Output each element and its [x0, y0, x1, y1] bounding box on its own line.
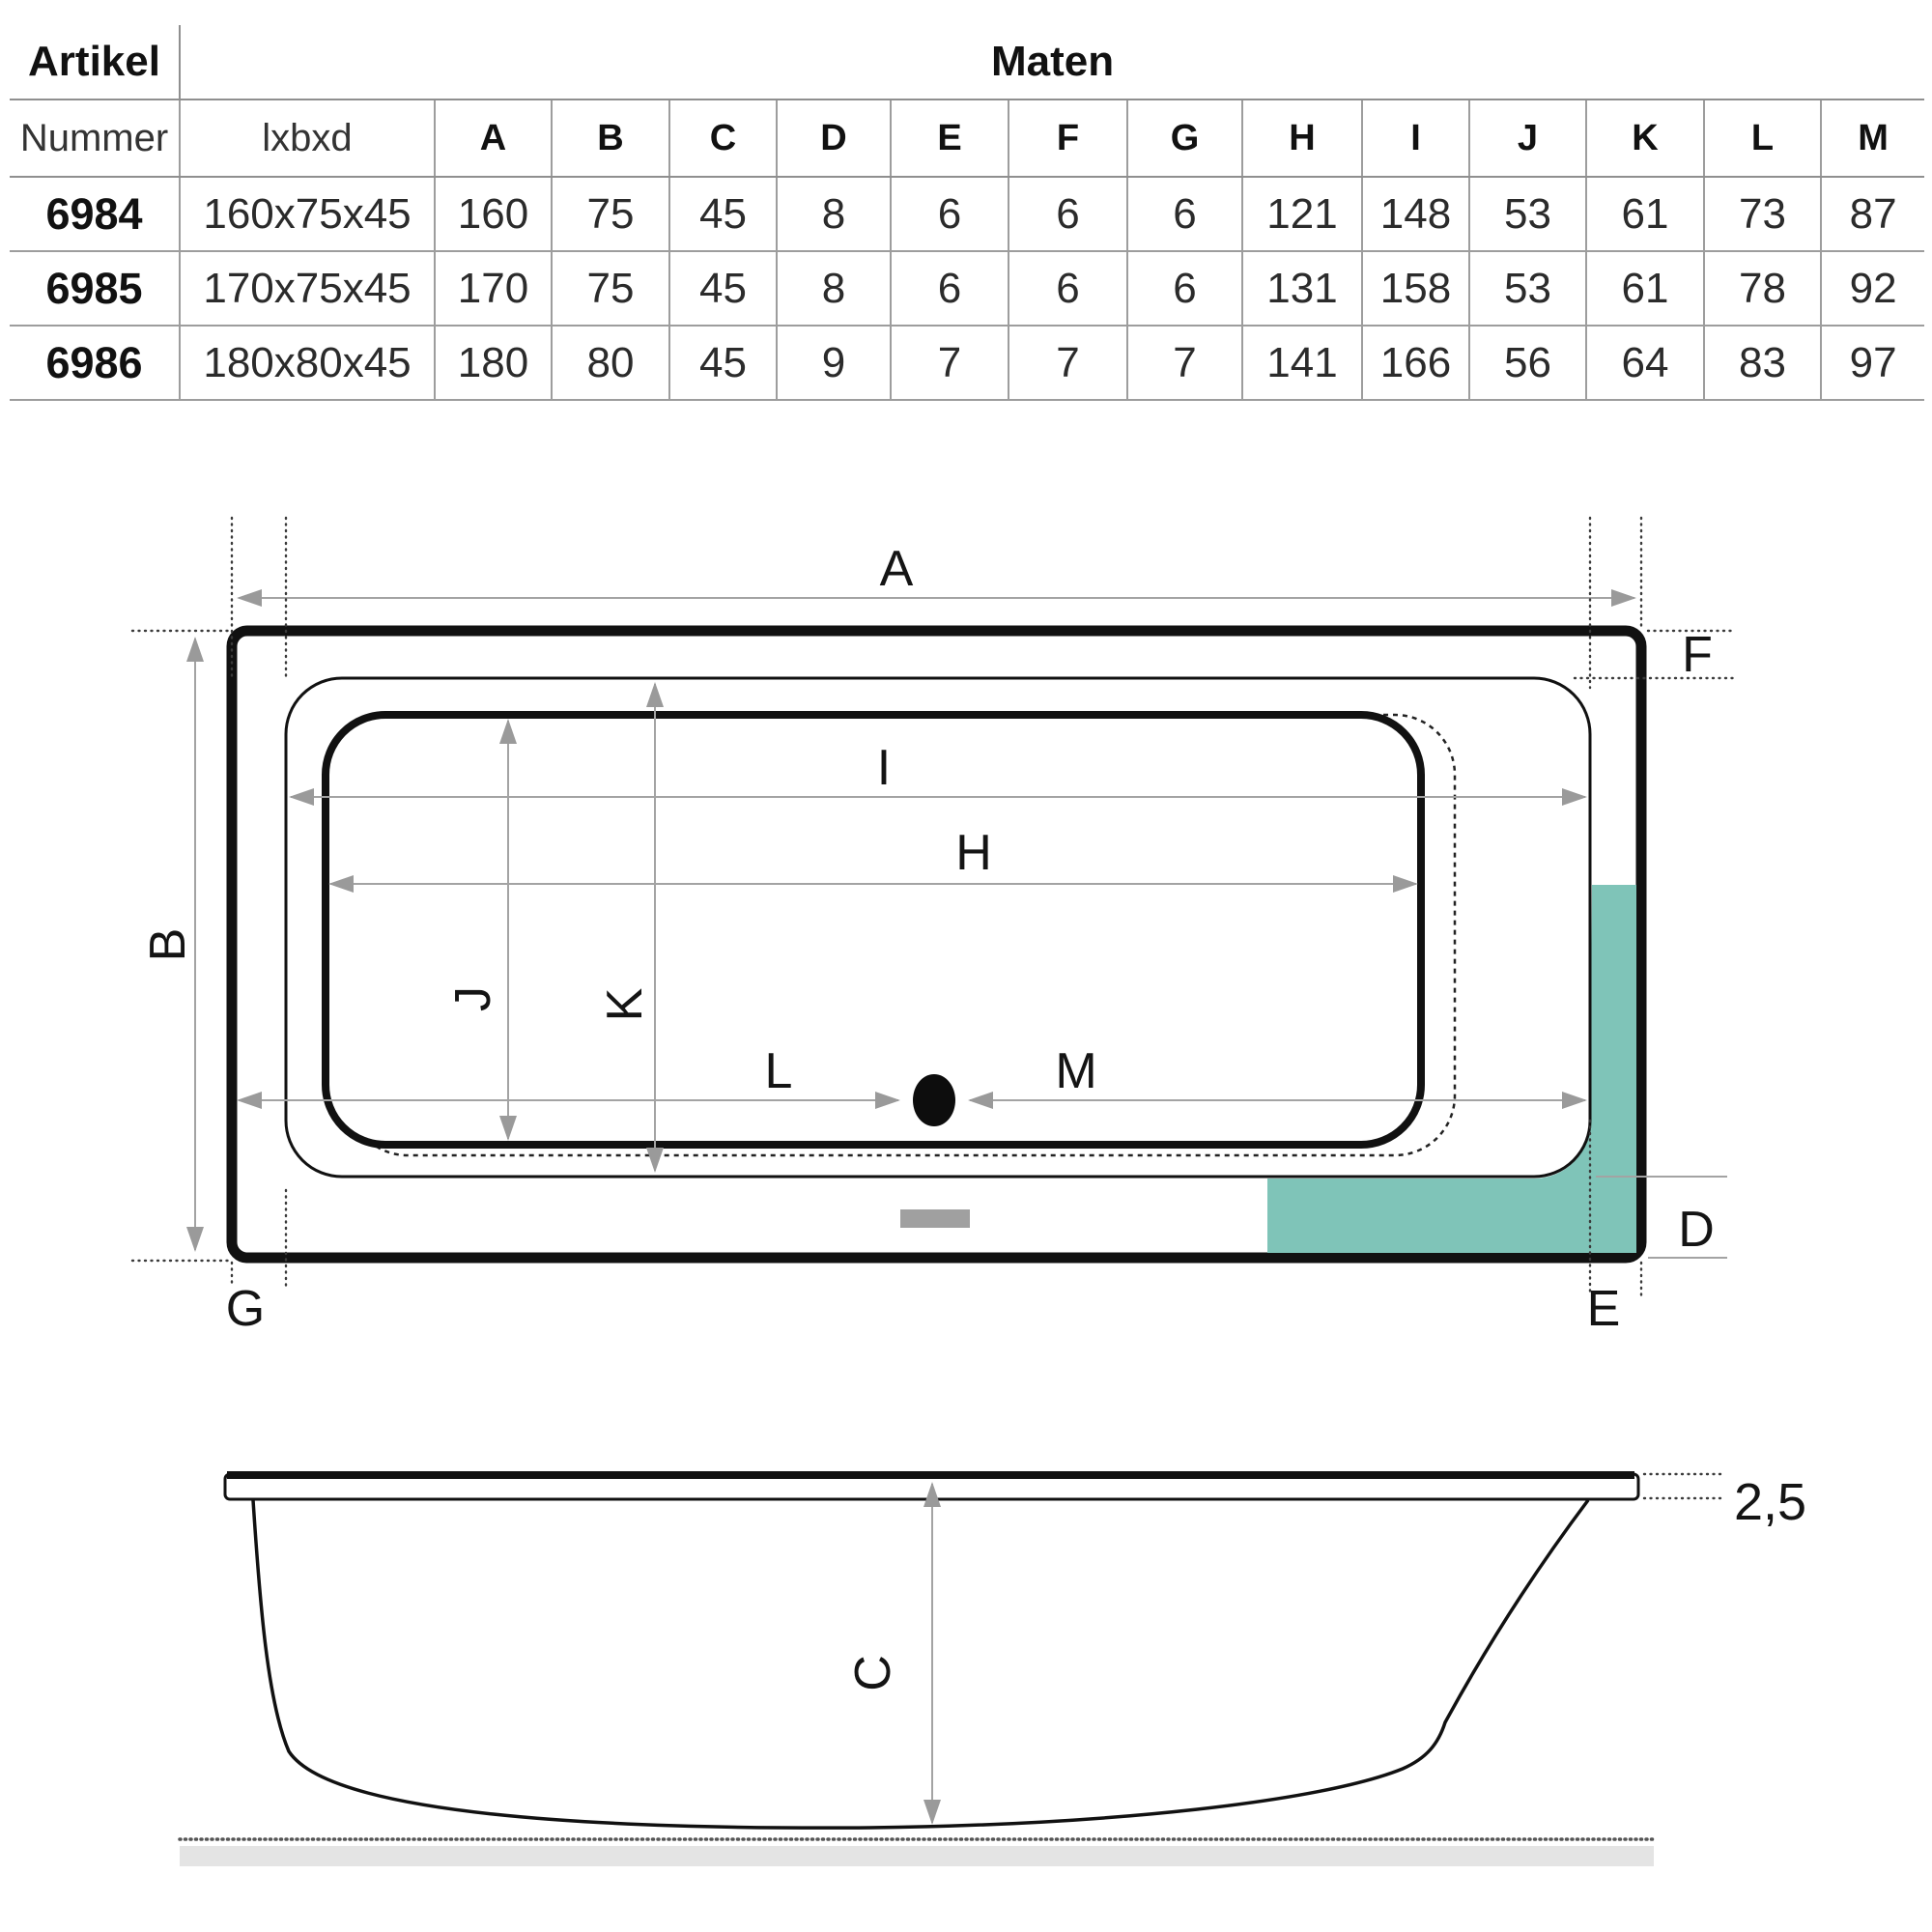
dimensions-table	[10, 25, 1924, 401]
label-A: A	[879, 541, 914, 597]
article-number: 6985	[10, 251, 180, 326]
table-cell: 7	[891, 326, 1009, 400]
table-cell: 45	[669, 177, 777, 251]
label-H: H	[955, 825, 992, 881]
table-cell: 73	[1704, 177, 1821, 251]
col-header-D: D	[777, 99, 891, 177]
table-row	[10, 177, 1924, 251]
table-column-header-row	[10, 99, 1924, 177]
col-header-K: K	[1586, 99, 1704, 177]
table-cell: 61	[1586, 177, 1704, 251]
article-number: 6984	[10, 177, 180, 251]
article-number: 6986	[10, 326, 180, 400]
maten-header: Maten	[180, 25, 1924, 99]
table-cell: 131	[1242, 251, 1362, 326]
table-cell: 170	[435, 251, 552, 326]
table-cell: 8	[777, 177, 891, 251]
table-cell: 97	[1821, 326, 1924, 400]
table-cell: 6	[1009, 251, 1127, 326]
table-cell: 160x75x45	[180, 177, 435, 251]
table-cell: 121	[1242, 177, 1362, 251]
label-rim-thickness: 2,5	[1734, 1473, 1807, 1531]
label-B: B	[140, 927, 196, 962]
rim-thickness-leaders	[1644, 1474, 1723, 1498]
col-header-F: F	[1009, 99, 1127, 177]
col-header-I: I	[1362, 99, 1469, 177]
table-cell: 6	[1127, 251, 1242, 326]
table-cell: 87	[1821, 177, 1924, 251]
col-header-E: E	[891, 99, 1009, 177]
label-J: J	[445, 986, 501, 1011]
col-header-M: M	[1821, 99, 1924, 177]
table-cell: 53	[1469, 177, 1586, 251]
table-group-header-row	[10, 25, 1924, 99]
table-cell: 170x75x45	[180, 251, 435, 326]
tub-basin	[326, 715, 1421, 1145]
table-cell: 6	[891, 251, 1009, 326]
table-cell: 61	[1586, 251, 1704, 326]
table-cell: 6	[891, 177, 1009, 251]
ground-bar	[180, 1846, 1654, 1866]
table-cell: 180	[435, 326, 552, 400]
table-cell: 78	[1704, 251, 1821, 326]
table-cell: 8	[777, 251, 891, 326]
col-header-H: H	[1242, 99, 1362, 177]
table-cell: 9	[777, 326, 891, 400]
table-cell: 180x80x45	[180, 326, 435, 400]
table-cell: 160	[435, 177, 552, 251]
label-D: D	[1678, 1202, 1715, 1258]
overflow-marker	[900, 1209, 970, 1228]
label-E: E	[1586, 1281, 1621, 1337]
label-G: G	[225, 1281, 266, 1337]
table-cell: 56	[1469, 326, 1586, 400]
table-cell: 7	[1009, 326, 1127, 400]
col-header-G: G	[1127, 99, 1242, 177]
table-cell: 6	[1127, 177, 1242, 251]
table-cell: 158	[1362, 251, 1469, 326]
label-M: M	[1055, 1043, 1097, 1099]
table-cell: 45	[669, 251, 777, 326]
table-cell: 83	[1704, 326, 1821, 400]
col-header-C: C	[669, 99, 777, 177]
tub-profile	[253, 1500, 1588, 1828]
table-cell: 45	[669, 326, 777, 400]
col-header-lxbxd: lxbxd	[180, 99, 435, 177]
table-cell: 53	[1469, 251, 1586, 326]
table-cell: 148	[1362, 177, 1469, 251]
side-view	[180, 1473, 1806, 1866]
drain-hole	[913, 1074, 955, 1126]
col-header-J: J	[1469, 99, 1586, 177]
table-row	[10, 326, 1924, 400]
label-I: I	[876, 740, 892, 796]
label-L: L	[764, 1043, 793, 1099]
col-header-nummer: Nummer	[10, 99, 180, 177]
label-F: F	[1682, 627, 1713, 683]
label-C: C	[845, 1655, 901, 1691]
col-header-A: A	[435, 99, 552, 177]
table-cell: 75	[552, 251, 669, 326]
table-cell: 6	[1009, 177, 1127, 251]
table-cell: 80	[552, 326, 669, 400]
bathtub-technical-drawing	[0, 415, 1932, 1932]
table-cell: 75	[552, 177, 669, 251]
col-header-B: B	[552, 99, 669, 177]
table-cell: 141	[1242, 326, 1362, 400]
table-cell: 92	[1821, 251, 1924, 326]
table-cell: 64	[1586, 326, 1704, 400]
label-K: K	[597, 987, 653, 1022]
artikel-header: Artikel	[10, 25, 180, 99]
table-cell: 166	[1362, 326, 1469, 400]
table-row	[10, 251, 1924, 326]
top-view	[132, 518, 1734, 1337]
col-header-L: L	[1704, 99, 1821, 177]
table-cell: 7	[1127, 326, 1242, 400]
